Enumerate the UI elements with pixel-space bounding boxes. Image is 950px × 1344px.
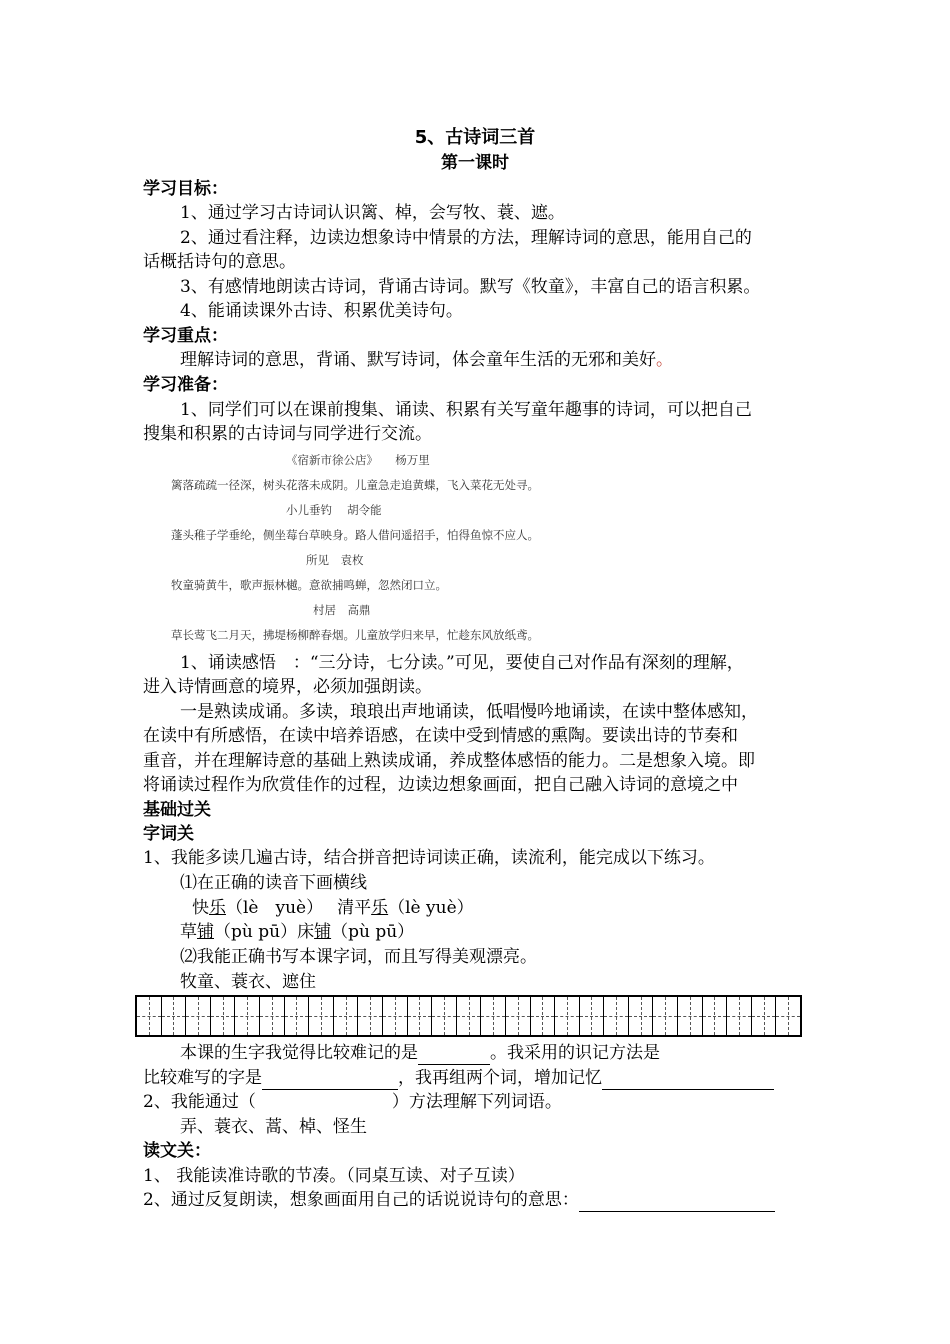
word-chuang: 床 bbox=[297, 922, 315, 942]
method-label: 。我采用的识记方法是 bbox=[490, 1043, 660, 1063]
grid-cell[interactable] bbox=[186, 997, 211, 1035]
word-kuai: 快 bbox=[192, 898, 209, 918]
read-q2: 2、通过反复朗读，想象画面用自己的话说说诗句的意思： bbox=[143, 1190, 579, 1210]
grid-cell[interactable] bbox=[481, 997, 506, 1035]
goals-heading: 学习目标： bbox=[143, 179, 228, 199]
hard-remember-blank[interactable] bbox=[418, 1046, 490, 1065]
grid-cell[interactable] bbox=[653, 997, 678, 1035]
combine-label: ，我再组两个词，增加记忆 bbox=[398, 1068, 602, 1088]
grid-cell[interactable] bbox=[334, 997, 359, 1035]
poem-body-3: 牧童骑黄牛，歌声振林樾。意欲捕鸣蝉，忽然闭口立。 bbox=[171, 578, 447, 592]
pinyin-row-1 bbox=[192, 896, 474, 920]
q2-end: ）方法理解下列词语。 bbox=[391, 1092, 562, 1112]
focus-heading: 学习重点： bbox=[143, 326, 228, 346]
hard-write-blank[interactable] bbox=[262, 1071, 398, 1090]
read-q2-line bbox=[143, 1188, 775, 1212]
goal-item-2-cont: 话概括诗句的意思。 bbox=[143, 252, 296, 272]
word-qingping: 清平 bbox=[337, 898, 372, 918]
word-pu-1: 铺 bbox=[197, 922, 214, 942]
goal-item-1: 1、通过学习古诗词认识篱、棹，会写牧、蓑、遮。 bbox=[180, 203, 565, 223]
word-yue-2: 乐 bbox=[371, 898, 389, 918]
pinyin-choice-1: （lè yuè） bbox=[226, 898, 324, 918]
write-words: 牧童、蓑衣、遮住 bbox=[180, 972, 316, 992]
focus-body: 理解诗词的意思，背诵、默写诗词，体会童年生活的无邪和美好 bbox=[180, 350, 656, 370]
grid-cell[interactable] bbox=[285, 997, 310, 1035]
grid-cell[interactable] bbox=[580, 997, 605, 1035]
reading-line-5: 重音，并在理解诗意的基础上熟读成诵，养成整体感悟的能力。二是想象入境。即 bbox=[143, 751, 755, 771]
grid-cell[interactable] bbox=[235, 997, 260, 1035]
pinyin-choice-4: （pù pū） bbox=[331, 922, 415, 942]
grid-cell[interactable] bbox=[383, 997, 408, 1035]
reading-line-3: 一是熟读成诵。多读，琅琅出声地诵读，低唱慢吟地诵读，在读中整体感知， bbox=[180, 702, 758, 722]
pinyin-row-2 bbox=[180, 920, 414, 944]
combine-blank[interactable] bbox=[602, 1071, 774, 1090]
hard-remember-label: 本课的生字我觉得比较难记的是 bbox=[180, 1043, 418, 1063]
grid-cell[interactable] bbox=[629, 997, 654, 1035]
grid-cell[interactable] bbox=[727, 997, 752, 1035]
q2-words: 弄、蓑衣、蒿、棹、怪生 bbox=[180, 1117, 367, 1137]
grid-cell[interactable] bbox=[211, 997, 236, 1035]
prep-heading: 学习准备： bbox=[143, 375, 228, 395]
grid-cell[interactable] bbox=[162, 997, 187, 1035]
reading-line-2: 进入诗情画意的境界，必须加强朗读。 bbox=[143, 677, 432, 697]
read-q1: 1、 我能读准诗歌的节凑。（同桌互读、对子互读） bbox=[143, 1166, 525, 1186]
q2-line bbox=[143, 1090, 562, 1114]
focus-end-mark: 。 bbox=[656, 350, 673, 370]
pinyin-choice-3: （pù pū） bbox=[214, 922, 298, 942]
words-q1: 1、我能多读几遍古诗，结合拼音把诗词读正确，读流利，能完成以下练习。 bbox=[143, 848, 715, 868]
grid-cell[interactable] bbox=[506, 997, 531, 1035]
grid-cell[interactable] bbox=[678, 997, 703, 1035]
words-q1b: ⑵我能正确书写本课字词，而且写得美观漂亮。 bbox=[180, 947, 537, 967]
goal-item-2: 2、通过看注释，边读边想象诗中情景的方法，理解诗词的意思，能用自己的 bbox=[180, 228, 752, 248]
grid-cell[interactable] bbox=[703, 997, 728, 1035]
pinyin-choice-2: （lè yuè） bbox=[388, 898, 474, 918]
grid-cell[interactable] bbox=[776, 997, 800, 1035]
page-subtitle: 第一课时 bbox=[441, 153, 509, 173]
grid-cell[interactable] bbox=[555, 997, 580, 1035]
basic-heading: 基础过关 bbox=[143, 800, 211, 820]
prep-text-2: 搜集和积累的古诗词与同学进行交流。 bbox=[143, 424, 432, 444]
grid-cell[interactable] bbox=[432, 997, 457, 1035]
poem-title-3: 所见 袁枚 bbox=[306, 553, 364, 567]
reading-line-6: 将诵读过程作为欣赏佳作的过程，边读边想象画面，把自己融入诗词的意境之中 bbox=[143, 775, 738, 795]
hard-write-line bbox=[143, 1066, 774, 1090]
poem-body-1: 篱落疏疏一径深，树头花落未成阴。儿童急走追黄蝶，飞入菜花无处寻。 bbox=[171, 478, 539, 492]
reading-line-4: 在读中有所感悟，在读中培养语感，在读中受到情感的熏陶。要读出诗的节奏和 bbox=[143, 726, 738, 746]
grid-cell[interactable] bbox=[260, 997, 285, 1035]
read-heading: 读文关： bbox=[143, 1141, 211, 1161]
grid-cell[interactable] bbox=[137, 997, 162, 1035]
poem-body-2: 蓬头稚子学垂纶，侧坐莓台草映身。路人借问遥招手，怕得鱼惊不应人。 bbox=[171, 528, 539, 542]
poem-title-1: 《宿新市徐公店》 杨万里 bbox=[286, 453, 430, 467]
hard-remember-line bbox=[180, 1041, 660, 1065]
page-title: 5、古诗词三首 bbox=[414, 127, 536, 148]
grid-cell[interactable] bbox=[408, 997, 433, 1035]
grid-cell[interactable] bbox=[358, 997, 383, 1035]
prep-text-1: 1、同学们可以在课前搜集、诵读、积累有关写童年趣事的诗词，可以把自己 bbox=[180, 400, 752, 420]
word-yue-1: 乐 bbox=[209, 898, 226, 918]
grid-cell[interactable] bbox=[457, 997, 482, 1035]
read-q2-blank[interactable] bbox=[579, 1193, 775, 1212]
grid-cell[interactable] bbox=[309, 997, 334, 1035]
reading-line-1: 1、诵读感悟 ：“三分诗，七分读。”可见，要使自己对作品有深刻的理解， bbox=[180, 653, 744, 673]
words-heading: 字词关 bbox=[143, 824, 194, 844]
goal-item-4: 4、能诵读课外古诗、积累优美诗句。 bbox=[180, 301, 463, 321]
writing-grid[interactable] bbox=[135, 995, 802, 1037]
hard-write-label: 比较难写的字是 bbox=[143, 1068, 262, 1088]
word-pu-2: 铺 bbox=[314, 922, 332, 942]
word-cao: 草 bbox=[180, 922, 197, 942]
grid-cell[interactable] bbox=[752, 997, 777, 1035]
poem-body-4: 草长莺飞二月天，拂堤杨柳醉春烟。儿童放学归来早，忙趁东风放纸鸢。 bbox=[171, 628, 539, 642]
poem-title-2: 小儿垂钓 胡令能 bbox=[286, 503, 382, 517]
grid-cell[interactable] bbox=[604, 997, 629, 1035]
grid-cell[interactable] bbox=[531, 997, 556, 1035]
goal-item-3: 3、有感情地朗读古诗词，背诵古诗词。默写《牧童》，丰富自己的语言积累。 bbox=[180, 277, 761, 297]
poem-title-4: 村居 高鼎 bbox=[313, 603, 371, 617]
focus-text bbox=[180, 348, 673, 372]
words-q1a: ⑴在正确的读音下画横线 bbox=[180, 873, 367, 893]
q2-start: 2、我能通过（ bbox=[143, 1092, 256, 1112]
